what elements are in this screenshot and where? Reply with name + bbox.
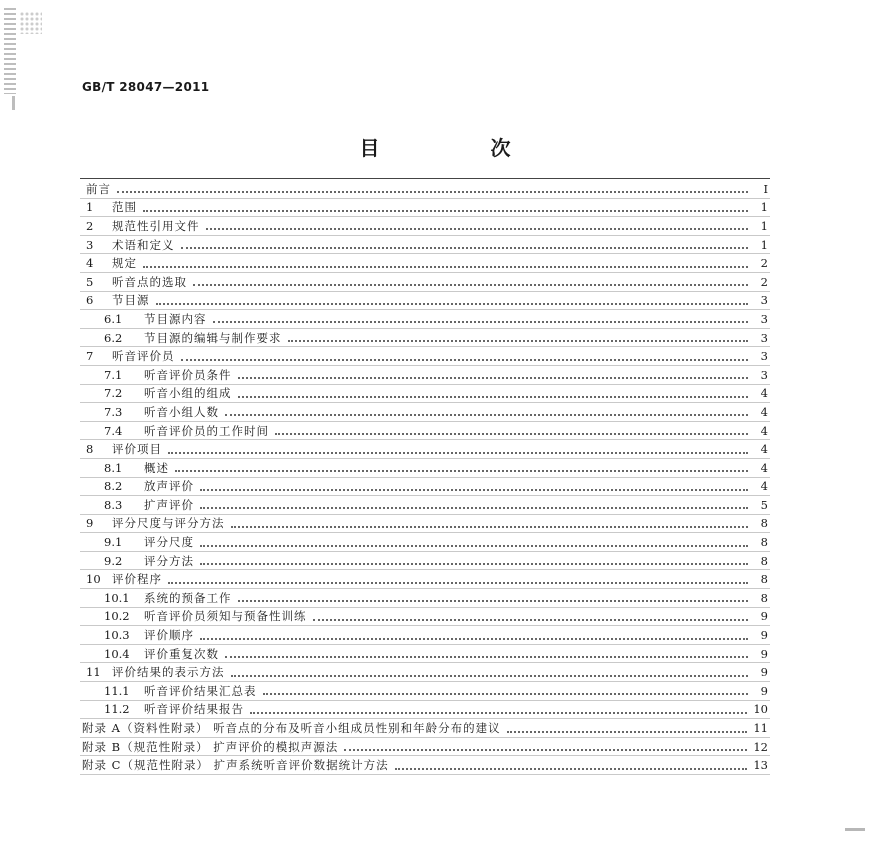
toc-entry-page: 3 [760,311,768,326]
toc-entry-page: 4 [760,404,768,419]
dot-leader [181,246,749,249]
toc-entry-title: 附录 B（规范性附录） 扩声评价的模拟声源法 [82,739,339,754]
toc-entry-number: 8.2 [104,479,123,494]
toc-entry-page: 11 [753,721,768,736]
toc-entry-number: 7.1 [104,367,123,382]
toc-entry-title: 听音小组的组成 [144,386,232,401]
toc-entry[interactable] [80,254,770,273]
dot-leader [200,488,748,491]
toc-entry-title: 评价程序 [112,572,162,587]
toc-entry-page: 8 [760,572,768,587]
page-title: 目 次 [359,136,563,160]
toc-entry[interactable] [80,515,770,534]
dot-leader [200,562,748,565]
toc-entry-page: 9 [760,683,768,698]
dot-leader [313,618,749,621]
appendix-entry[interactable] [80,719,770,738]
toc-entry-title: 规定 [112,256,137,271]
toc-entry-title: 附录 C（规范性附录） 扩声系统听音评价数据统计方法 [82,758,389,773]
toc-entry-page: 4 [760,479,768,494]
toc-entry[interactable] [80,533,770,552]
toc-entry-number: 9.2 [104,553,123,568]
toc-entry-number: 8.3 [104,497,123,512]
toc-entry-title: 听音评价结果汇总表 [144,683,257,698]
table-of-contents [80,180,770,775]
toc-entry-title: 节目源的编辑与制作要求 [144,330,282,345]
toc-entry[interactable] [80,236,770,255]
toc-entry[interactable] [80,180,770,199]
toc-entry-title: 听音评价员 [112,349,175,364]
toc-entry[interactable] [80,496,770,515]
toc-entry-title: 评价项目 [112,442,162,457]
toc-entry-title: 评分方法 [144,553,194,568]
dot-leader [206,227,749,230]
toc-entry-title: 听音评价员须知与预备性训练 [144,609,307,624]
toc-entry-page: I [763,181,768,196]
toc-entry[interactable] [80,626,770,645]
dot-leader [200,506,748,509]
toc-entry-number: 7.3 [104,404,123,419]
toc-entry[interactable] [80,552,770,571]
toc-entry-number: 3 [86,237,94,252]
dot-leader [238,395,749,398]
toc-entry-title: 评分尺度 [144,535,194,550]
toc-entry[interactable] [80,645,770,664]
dot-leader [395,767,748,770]
toc-entry-page: 3 [760,349,768,364]
toc-entry[interactable] [80,199,770,218]
toc-entry-title: 听音点的选取 [112,274,187,289]
toc-entry-page: 10 [753,702,768,717]
dot-leader [231,525,749,528]
toc-entry-title: 放声评价 [144,479,194,494]
toc-entry-number: 10.4 [104,646,130,661]
toc-entry-number: 8 [86,442,94,457]
toc-entry-number: 11.2 [104,702,130,717]
toc-entry[interactable] [80,403,770,422]
toc-entry-page: 1 [760,218,768,233]
toc-entry[interactable] [80,570,770,589]
dot-leader [344,748,747,751]
dot-leader [275,432,748,435]
toc-entry-number: 5 [86,274,94,289]
toc-entry-number: 1 [86,200,94,215]
toc-entry-number: 8.1 [104,460,123,475]
scan-artifact [845,828,865,831]
dot-leader [200,544,748,547]
dot-leader [200,637,748,640]
toc-entry[interactable] [80,440,770,459]
dot-leader [168,581,748,584]
toc-entry-number: 4 [86,256,94,271]
toc-entry-number: 11.1 [104,683,130,698]
appendix-entry[interactable] [80,756,770,775]
toc-entry[interactable] [80,329,770,348]
toc-entry[interactable] [80,589,770,608]
toc-entry[interactable] [80,385,770,404]
toc-entry-title: 听音评价结果报告 [144,702,244,717]
toc-entry-title: 听音评价员条件 [144,367,232,382]
toc-entry-page: 8 [760,553,768,568]
toc-entry[interactable] [80,422,770,441]
dot-leader [225,655,748,658]
toc-entry-page: 9 [760,646,768,661]
toc-entry[interactable] [80,701,770,720]
toc-entry-title: 听音评价员的工作时间 [144,423,269,438]
dot-leader [288,339,749,342]
toc-entry-title: 评价结果的表示方法 [112,665,225,680]
dot-leader [181,358,749,361]
toc-entry-number: 9.1 [104,535,123,550]
dot-leader [231,674,749,677]
toc-entry-page: 12 [753,739,768,754]
toc-entry-number: 6 [86,293,94,308]
toc-entry-title: 术语和定义 [112,237,175,252]
toc-entry[interactable] [80,347,770,366]
toc-entry-page: 8 [760,535,768,550]
toc-entry-page: 13 [753,758,768,773]
toc-entry-page: 9 [760,665,768,680]
toc-entry-page: 1 [760,200,768,215]
toc-entry-page: 4 [760,423,768,438]
toc-entry[interactable] [80,459,770,478]
toc-entry-page: 3 [760,367,768,382]
toc-entry-number: 11 [86,665,101,680]
dot-leader [143,265,748,268]
dot-leader [168,451,748,454]
toc-entry-title: 前言 [86,181,111,196]
toc-entry[interactable] [80,663,770,682]
dot-leader [238,376,749,379]
document-code: GB/T 28047—2011 [82,80,210,94]
toc-entry-number: 7 [86,349,94,364]
toc-entry-page: 5 [760,497,768,512]
scan-artifact [12,96,15,110]
toc-entry-number: 6.1 [104,311,123,326]
dot-leader [193,283,748,286]
toc-entry-title: 附录 A（资料性附录） 听音点的分布及听音小组成员性别和年龄分布的建议 [82,721,501,736]
toc-entry-page: 2 [760,256,768,271]
dot-leader [238,599,749,602]
toc-entry[interactable] [80,366,770,385]
toc-entry-number: 10.2 [104,609,130,624]
toc-entry-number: 10.1 [104,590,130,605]
toc-entry-page: 8 [760,590,768,605]
dot-leader [250,711,747,714]
toc-entry-title: 评价重复次数 [144,646,219,661]
toc-entry[interactable] [80,608,770,627]
toc-entry-title: 概述 [144,460,169,475]
toc-entry-title: 评价顺序 [144,628,194,643]
toc-entry-page: 4 [760,386,768,401]
dot-leader [175,469,748,472]
toc-entry[interactable] [80,217,770,236]
divider [80,178,770,179]
toc-entry-number: 7.4 [104,423,123,438]
toc-entry-number: 2 [86,218,94,233]
toc-entry-number: 9 [86,516,94,531]
toc-entry-number: 6.2 [104,330,123,345]
toc-entry-title: 规范性引用文件 [112,218,200,233]
toc-entry-page: 2 [760,274,768,289]
toc-entry-number: 10 [86,572,101,587]
toc-entry-title: 范围 [112,200,137,215]
dot-leader [143,209,748,212]
scan-artifact [4,8,16,94]
toc-entry-title: 评分尺度与评分方法 [112,516,225,531]
toc-entry-page: 3 [760,330,768,345]
dot-leader [213,320,749,323]
toc-entry-page: 3 [760,293,768,308]
dot-leader [156,302,749,305]
dot-leader [117,190,748,193]
toc-entry-page: 8 [760,516,768,531]
toc-entry-title: 扩声评价 [144,497,194,512]
toc-entry-page: 9 [760,628,768,643]
toc-entry-title: 节目源内容 [144,311,207,326]
toc-entry-number: 7.2 [104,386,123,401]
toc-entry-title: 听音小组人数 [144,404,219,419]
toc-entry[interactable] [80,478,770,497]
dot-leader [263,692,749,695]
toc-entry-title: 节目源 [112,293,150,308]
toc-entry[interactable] [80,292,770,311]
dot-leader [507,730,748,733]
toc-entry-number: 10.3 [104,628,130,643]
toc-entry-page: 9 [760,609,768,624]
toc-entry[interactable] [80,682,770,701]
dot-leader [225,413,748,416]
toc-entry-page: 4 [760,442,768,457]
toc-entry-page: 4 [760,460,768,475]
toc-entry[interactable] [80,273,770,292]
appendix-entry[interactable] [80,738,770,757]
toc-entry-page: 1 [760,237,768,252]
toc-entry[interactable] [80,310,770,329]
scan-artifact [20,12,42,34]
toc-entry-title: 系统的预备工作 [144,590,232,605]
